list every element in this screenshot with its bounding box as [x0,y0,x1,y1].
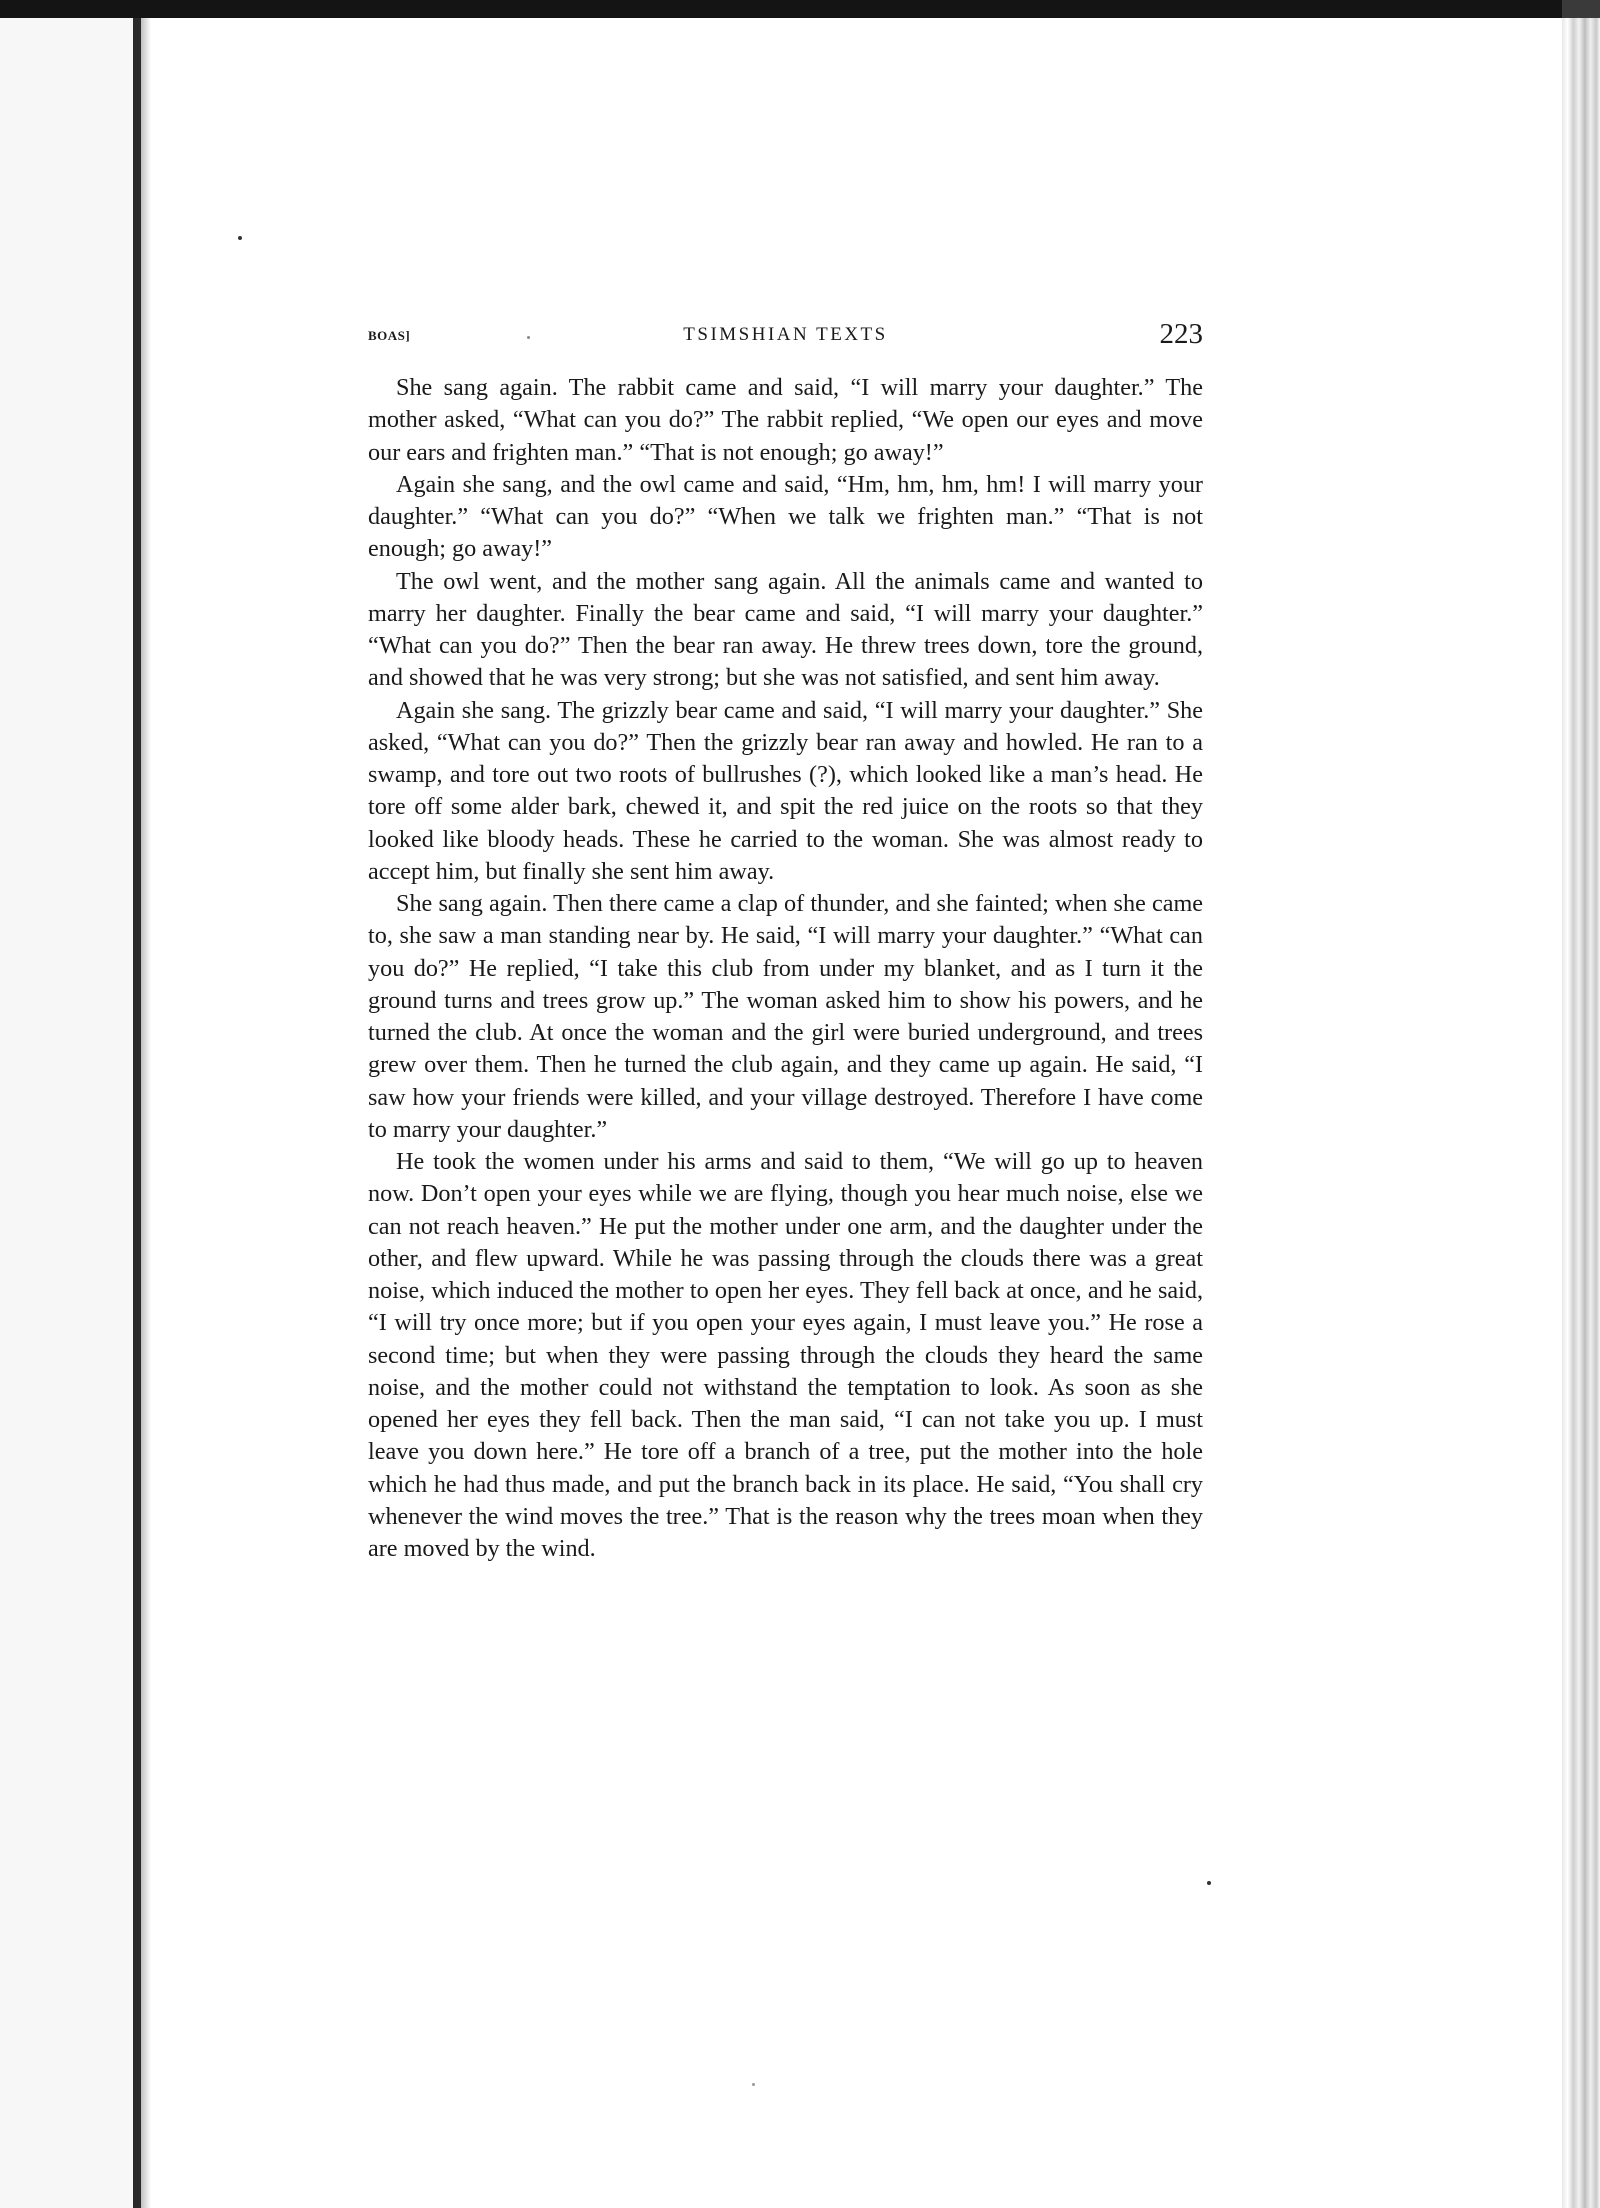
gutter-shadow [141,18,151,2208]
paragraph: He took the women under his arms and said to them, “We will go up to heaven now. Don’t open your eyes while we are flying, though you hear much noise, else we can not reach heaven.” He put the mother under one arm, and the daughter under the other, and flew upward. While he was passing through the clouds there was a great noise, which induced the mother to open her eyes. They fell back at once, and he said, “I will try once more; but if you open your eyes again, I must leave you.” He rose a second time; but when they were passing through the clouds they heard the same noise, and the mother could not withstand the temptation to look. As soon as she opened her eyes they fell back. Then the man said, “I can not take you up. I must leave you down here.” He tore off a branch of a tree, put the mother into the hole which he had thus made, and put the branch back in its place. He said, “You shall cry whenever the wind moves the tree.” That is the reason why the trees moan when they are moved by the wind. [368,1148,1203,1562]
page-number: 223 [1159,318,1203,350]
scan-top-border [0,0,1600,18]
facing-page-margin [0,18,133,2208]
paragraph: The owl went, and the mother sang again. All the animals came and wanted to marry her daughter. Finally the bear came and said, “I will marry your daughter.” “What can you do?” Then the bear ran away. He threw trees down, tore the ground, and showed that he was very strong; but she was not satisfied, and sent him away. [368,567,1203,692]
page-title: TSIMSHIAN TEXTS [683,324,888,345]
page-edges [1562,18,1600,2208]
paragraph: Again she sang, and the owl came and said, “Hm, hm, hm, hm! I will marry your daughter.” “What can you do?” “When we talk we frighten man.” “That is not enough; go away!” [368,470,1203,563]
speck-mark [1207,1881,1211,1885]
speck-mark [752,2083,755,2086]
speck-mark [238,236,242,240]
paragraph: She sang again. The rabbit came and said, “I will marry your daughter.” The mother asked, “What can you do?” The rabbit replied, “We open our eyes and move our ears and frighten man.” “That is not enough; go away!” [368,374,1203,466]
author-tag: BOAS] [368,328,411,343]
running-head [368,318,1203,354]
paragraph: She sang again. Then there came a clap of thunder, and she fainted; when she came to, she saw a man standing near by. He said, “I will marry your daughter.” “What can you do?” He replied, “I take this club from under my blanket, and as I turn it the ground turns and trees grow up.” The woman asked him to show his powers, and he turned the club. At once the woman and the girl were buried underground, and trees grew over them. Then he turned the club again, and they came up again. He said, “I saw how your friends were killed, and your village destroyed. Therefore I have come to marry your daughter.” [368,890,1203,1143]
book-gutter [133,18,141,2208]
body-text [368,372,1203,1565]
paragraph: Again she sang. The grizzly bear came and said, “I will marry your daughter.” She asked, “What can you do?” Then the grizzly bear ran away and howled. He ran to a swamp, and tore out two roots of bullrushes (?), which looked like a man’s head. He tore off some alder bark, chewed it, and spit the red juice on the roots so that they looked like bloody heads. These he carried to the woman. She was almost ready to accept him, but finally she sent him away. [368,696,1203,885]
